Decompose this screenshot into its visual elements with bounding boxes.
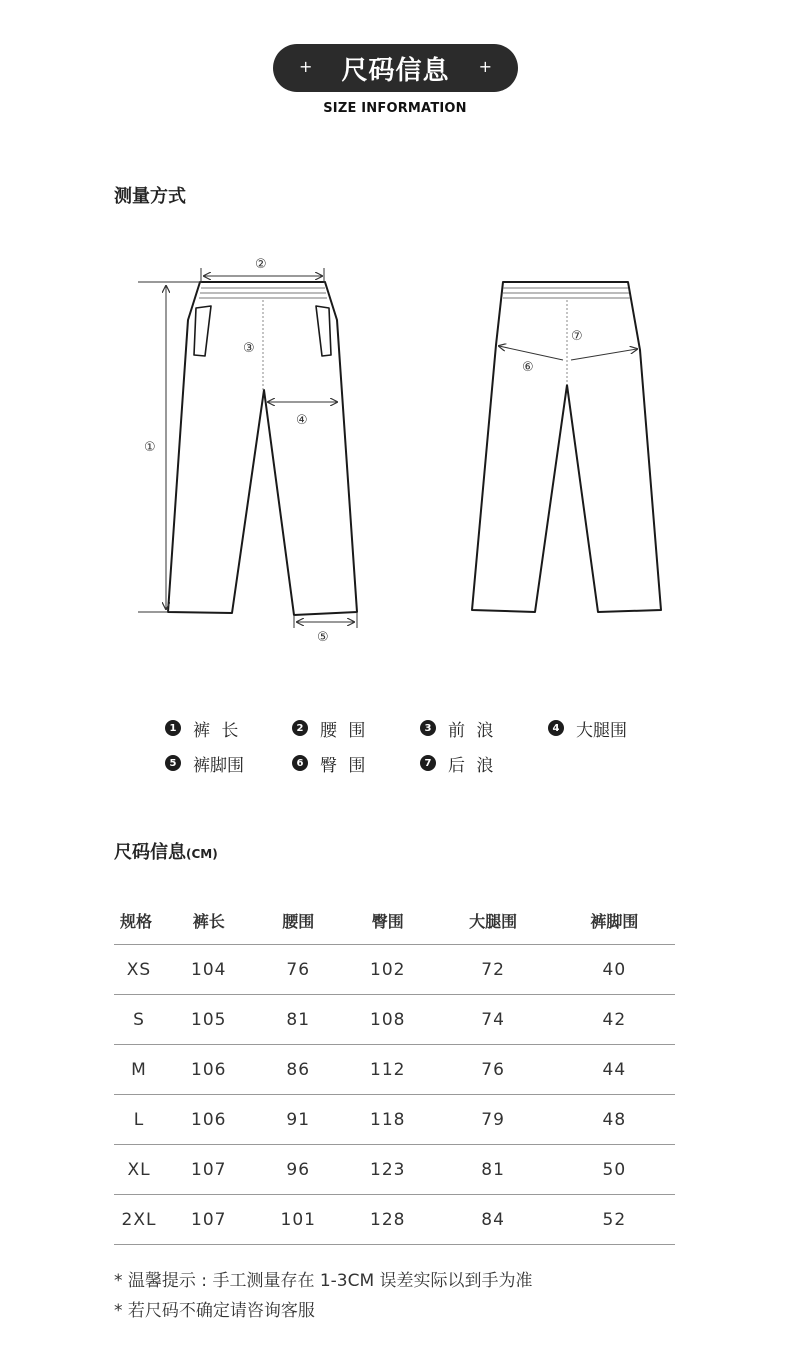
table-cell: 81 — [433, 1145, 554, 1195]
page-title: 尺码信息 — [341, 55, 450, 86]
table-cell: 74 — [433, 995, 554, 1045]
table-row — [114, 995, 675, 1045]
table-cell: 118 — [343, 1095, 433, 1145]
pants-diagram — [0, 240, 790, 660]
table-cell: 2XL — [114, 1195, 164, 1245]
legend-label: 腰 围 — [320, 720, 369, 741]
table-header-row — [114, 896, 675, 945]
diagram-label-1: ① — [144, 440, 156, 455]
legend-label: 前 浪 — [448, 720, 497, 741]
size-table — [114, 896, 675, 1245]
table-cell: 91 — [254, 1095, 344, 1145]
table-row — [114, 1145, 675, 1195]
legend-label: 后 浪 — [448, 755, 497, 776]
legend-label: 臀 围 — [320, 755, 369, 776]
legend-item — [165, 751, 244, 775]
table-cell: 44 — [554, 1045, 675, 1095]
legend-label: 裤脚围 — [193, 755, 244, 776]
table-header: 裤长 — [164, 896, 254, 945]
diagram-label-5: ⑤ — [317, 630, 329, 645]
table-cell: XS — [114, 945, 164, 995]
table-cell: S — [114, 995, 164, 1045]
legend-item — [548, 716, 627, 740]
legend-item — [165, 716, 241, 740]
table-cell: 48 — [554, 1095, 675, 1145]
table-cell: 107 — [164, 1145, 254, 1195]
table-cell: 128 — [343, 1195, 433, 1245]
table-header: 腰围 — [254, 896, 344, 945]
table-cell: 106 — [164, 1045, 254, 1095]
back-pants-drawing — [472, 282, 661, 612]
legend-number: 3 — [420, 720, 436, 736]
plus-left-icon: + — [299, 57, 313, 76]
table-cell: 106 — [164, 1095, 254, 1145]
measure-section-title: 测量方式 — [114, 186, 186, 207]
legend-number: 4 — [548, 720, 564, 736]
legend-label: 裤 长 — [193, 720, 242, 741]
table-cell: 52 — [554, 1195, 675, 1245]
size-unit: (CM) — [186, 847, 218, 861]
legend-number: 6 — [292, 755, 308, 771]
legend-number: 5 — [165, 755, 181, 771]
table-header: 大腿围 — [433, 896, 554, 945]
table-cell: 84 — [433, 1195, 554, 1245]
back-measure-lines — [499, 346, 637, 360]
diagram-label-3: ③ — [243, 341, 255, 356]
table-cell: 107 — [164, 1195, 254, 1245]
table-row — [114, 1095, 675, 1145]
table-cell: 50 — [554, 1145, 675, 1195]
table-cell: 79 — [433, 1095, 554, 1145]
note-service: * 若尺码不确定请咨询客服 — [114, 1301, 315, 1321]
table-cell: XL — [114, 1145, 164, 1195]
table-cell: 72 — [433, 945, 554, 995]
table-row — [114, 1195, 675, 1245]
table-cell: 76 — [433, 1045, 554, 1095]
table-cell: 42 — [554, 995, 675, 1045]
table-header: 臀围 — [343, 896, 433, 945]
table-cell: 101 — [254, 1195, 344, 1245]
diagram-label-4: ④ — [296, 413, 308, 428]
table-cell: 104 — [164, 945, 254, 995]
size-section-title — [114, 838, 218, 864]
table-header: 规格 — [114, 896, 164, 945]
legend-label: 大腿围 — [576, 720, 627, 741]
header-pill — [273, 44, 518, 92]
table-cell: 76 — [254, 945, 344, 995]
table-cell: 108 — [343, 995, 433, 1045]
table-cell: 40 — [554, 945, 675, 995]
legend-number: 1 — [165, 720, 181, 736]
page-subtitle: SIZE INFORMATION — [323, 101, 467, 116]
size-section-label: 尺码信息 — [114, 842, 186, 863]
table-cell: 86 — [254, 1045, 344, 1095]
table-cell: 123 — [343, 1145, 433, 1195]
table-row — [114, 1045, 675, 1095]
diagram-label-6: ⑥ — [522, 360, 534, 375]
legend-item — [292, 716, 368, 740]
diagram-label-7: ⑦ — [571, 329, 583, 344]
table-cell: M — [114, 1045, 164, 1095]
notes — [114, 1266, 533, 1326]
diagram-label-2: ② — [255, 257, 267, 272]
legend-item — [292, 751, 368, 775]
legend-item — [420, 716, 496, 740]
table-cell: 102 — [343, 945, 433, 995]
plus-right-icon: + — [478, 57, 492, 76]
front-pants-drawing — [168, 282, 357, 615]
table-header: 裤脚围 — [554, 896, 675, 945]
legend-number: 2 — [292, 720, 308, 736]
legend-item — [420, 751, 496, 775]
table-cell: 112 — [343, 1045, 433, 1095]
legend-number: 7 — [420, 755, 436, 771]
table-row — [114, 945, 675, 995]
table-cell: 96 — [254, 1145, 344, 1195]
table-cell: L — [114, 1095, 164, 1145]
table-cell: 105 — [164, 995, 254, 1045]
table-cell: 81 — [254, 995, 344, 1045]
note-tip: * 温馨提示 : 手工测量存在 1-3CM 误差实际以到手为准 — [114, 1271, 533, 1291]
